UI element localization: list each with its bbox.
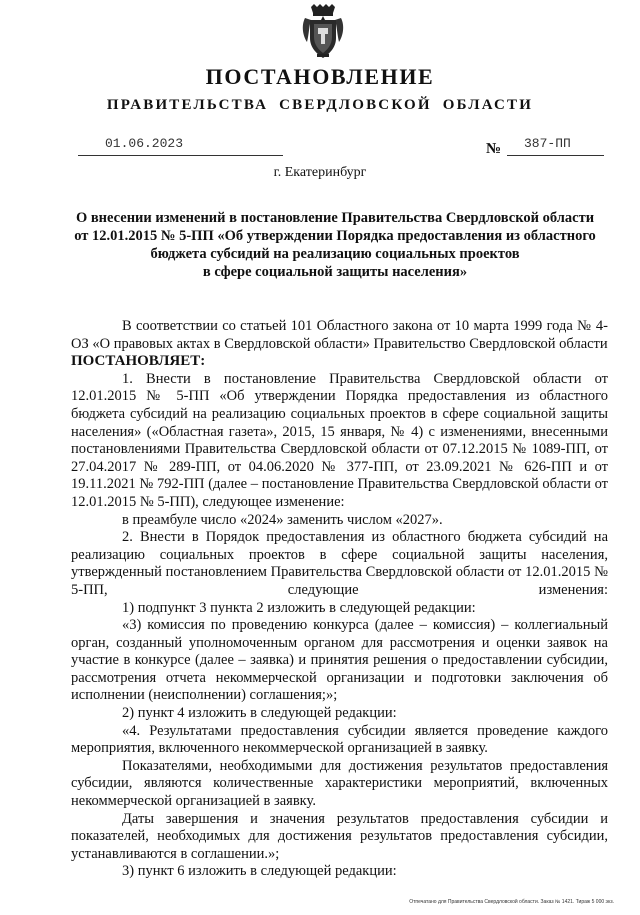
- city-label: г. Екатеринбург: [273, 165, 367, 180]
- quoted-subclause-3-paragraph: «3) комиссия по проведению конкурса (далее – комиссия) – коллегиальный орган, созданный уполномоченным органом для рассмотрения и оценки заявок на участие в конкурсе (далее – заявка) и принятия решения о предоставлении субсидии, рассмотрения отчета некоммерческой организации и подготовки заключения об исполнении (неисполнении) соглашения;»;: [71, 617, 608, 704]
- subclause-2-paragraph: 2) пункт 4 изложить в следующей редакции:: [122, 705, 397, 722]
- document-date: 01.06.2023: [105, 136, 184, 151]
- coat-of-arms-icon: [301, 4, 345, 60]
- number-underline: [507, 155, 604, 156]
- document-body: [71, 318, 608, 881]
- clause-1-change-paragraph: в преамбуле число «2024» заменить числом «2027».: [122, 511, 443, 528]
- clause-2-paragraph: 2. Внести в Порядок предоставления из областного бюджета субсидий на реализацию социальных проектов в сфере социальной защиты населения, утвержденный постановлением Правительства Свердловской области от 12.01.2015 № 5-ПП, следующие изменения:: [71, 529, 608, 598]
- subclause-3-paragraph: 3) пункт 6 изложить в следующей редакции:: [122, 863, 397, 880]
- indicators-paragraph: Показателями, необходимыми для достижения результатов предоставления субсидии, являются количественные характеристики мероприятий, включенных некоммерческой организацией в заявку.: [71, 757, 608, 810]
- subject-line: от 12.01.2015 № 5-ПП «Об утверждении Порядка предоставления из областного: [74, 228, 596, 244]
- document-subject: [70, 209, 600, 281]
- number-sign: №: [486, 141, 502, 157]
- quoted-clause-4-paragraph: «4. Результатами предоставления субсидии является проведение каждого мероприятия, включенного некоммерческой организацией в заявку.: [71, 722, 608, 757]
- resolves-heading: ПОСТАНОВЛЯЕТ:: [71, 353, 206, 370]
- dates-paragraph: Даты завершения и значения результатов предоставления субсидии и показателей, необходимых для достижения результатов предоставления субсидии, устанавливаются в соглашении.»;: [71, 810, 608, 862]
- clause-1-paragraph: 1. Внести в постановление Правительства Свердловской области от 12.01.2015 № 5-ПП «Об утверждении Порядка предоставления из областного бюджета субсидий на реализацию социальных проектов в сфере социальной защиты населения» («Областная газета», 2015, 15 января, № 4) с изменениями, внесенными постановлениями Правительства Свердловской области от 07.12.2015 № 1089-ПП, от 27.04.2017 № 289-ПП, от 04.06.2020 № 377-ПП, от 23.09.2021 № 626-ПП и от 19.11.2021 № 792-ПП (далее – постановление Правительства Свердловской области от 12.01.2015 № 5-ПП), следующее изменение:: [71, 370, 608, 510]
- preamble-paragraph: В соответствии со статьей 101 Областного закона от 10 марта 1999 года № 4-ОЗ «О правовых актах в Свердловской области» Правительство Свердловской области: [71, 318, 608, 352]
- document-number: 387-ПП: [524, 136, 571, 151]
- print-imprint-footer: Отпечатано для Правительства Свердловской области. Заказ № 1421. Тираж 5 000 экз.: [409, 899, 614, 905]
- date-underline: [78, 155, 283, 156]
- subclause-1-paragraph: 1) подпункт 3 пункта 2 изложить в следующей редакции:: [122, 599, 476, 616]
- authority-name: ПРАВИТЕЛЬСТВА СВЕРДЛОВСКОЙ ОБЛАСТИ: [106, 97, 534, 113]
- subject-line: бюджета субсидий на реализацию социальных проектов: [150, 246, 520, 262]
- document-type-heading: ПОСТАНОВЛЕНИЕ: [205, 64, 435, 89]
- subject-line: в сфере социальной защиты населения»: [202, 264, 468, 280]
- subject-line: О внесении изменений в постановление Правительства Свердловской области: [75, 210, 595, 226]
